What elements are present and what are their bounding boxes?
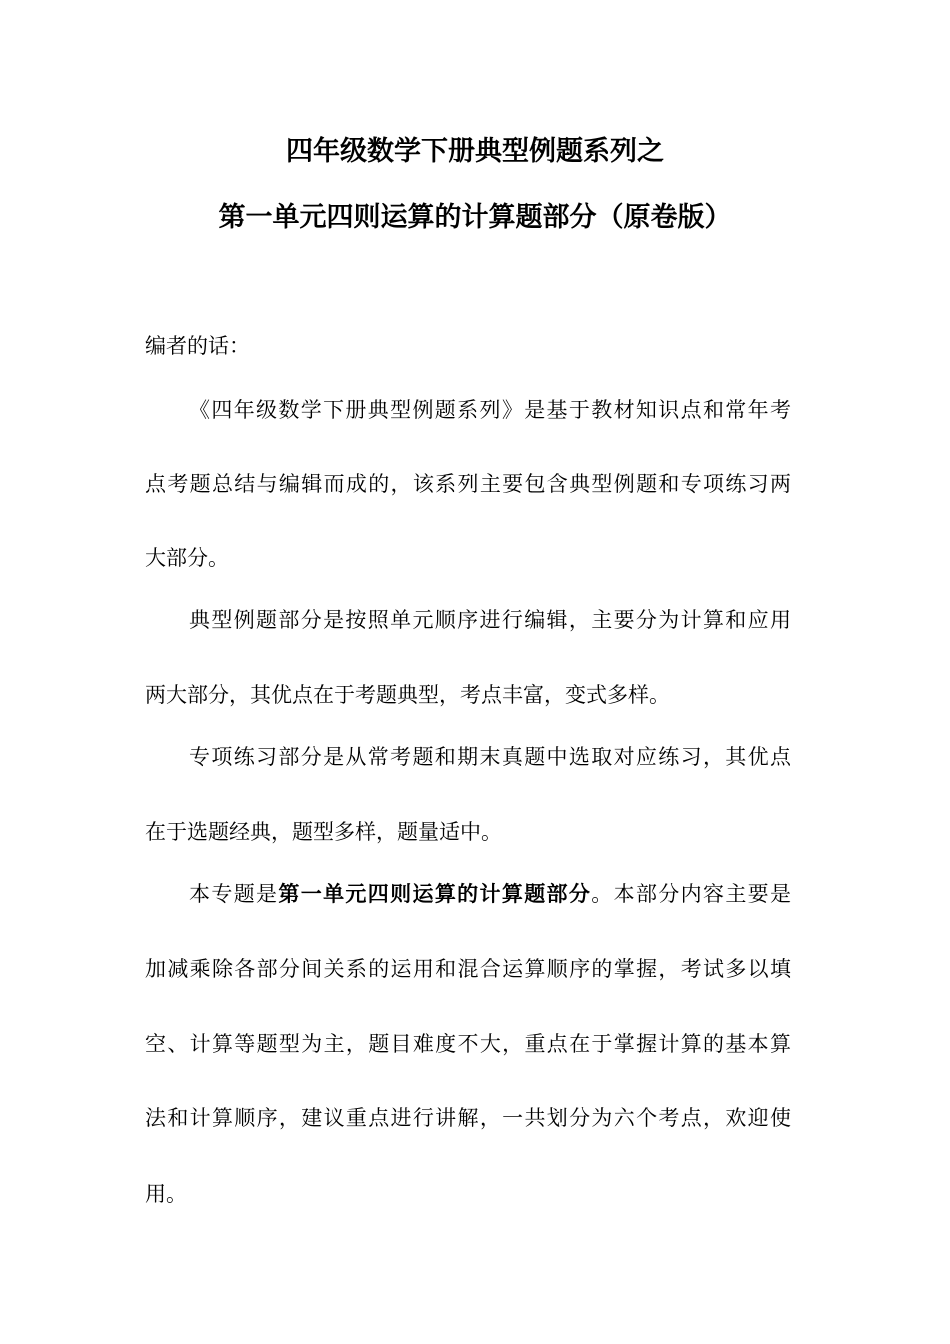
paragraph-1-line-2: 点考题总结与编辑而成的，该系列主要包含典型例题和专项练习两 bbox=[145, 472, 791, 496]
paragraph-4-emphasis: 第一单元四则运算的计算题部分 bbox=[278, 882, 592, 906]
paragraph-4-rest: 。本部分内容主要是 bbox=[591, 882, 792, 906]
paragraph-3-line-2: 在于选题经典，题型多样，题量适中。 bbox=[145, 820, 502, 844]
paragraph-4-line-4: 法和计算顺序，建议重点进行讲解，一共划分为六个考点，欢迎使 bbox=[145, 1106, 791, 1130]
paragraph-4-line-2: 加减乘除各部分间关系的运用和混合运算顺序的掌握，考试多以填 bbox=[145, 957, 791, 981]
paragraph-1-line-3: 大部分。 bbox=[145, 546, 229, 570]
preface-heading: 编者的话： bbox=[145, 334, 250, 358]
paragraph-1-line-1: 《四年级数学下册典型例题系列》是基于教材知识点和常年考 bbox=[189, 398, 791, 422]
paragraph-4-line-5: 用。 bbox=[145, 1182, 187, 1206]
paragraph-3-line-1: 专项练习部分是从常考题和期末真题中选取对应练习，其优点 bbox=[189, 745, 791, 769]
paragraph-2-line-1: 典型例题部分是按照单元顺序进行编辑，主要分为计算和应用 bbox=[189, 608, 791, 632]
paragraph-4-lead: 本专题是 bbox=[189, 882, 279, 906]
document-title-line-1: 四年级数学下册典型例题系列之 bbox=[286, 136, 664, 167]
paragraph-4-line-3: 空、计算等题型为主，题目难度不大，重点在于掌握计算的基本算 bbox=[145, 1032, 791, 1056]
paragraph-4-line-1 bbox=[189, 879, 791, 909]
paragraph-2-line-2: 两大部分，其优点在于考题典型，考点丰富，变式多样。 bbox=[145, 683, 670, 707]
document-title-line-2: 第一单元四则运算的计算题部分（原卷版） bbox=[218, 202, 732, 233]
